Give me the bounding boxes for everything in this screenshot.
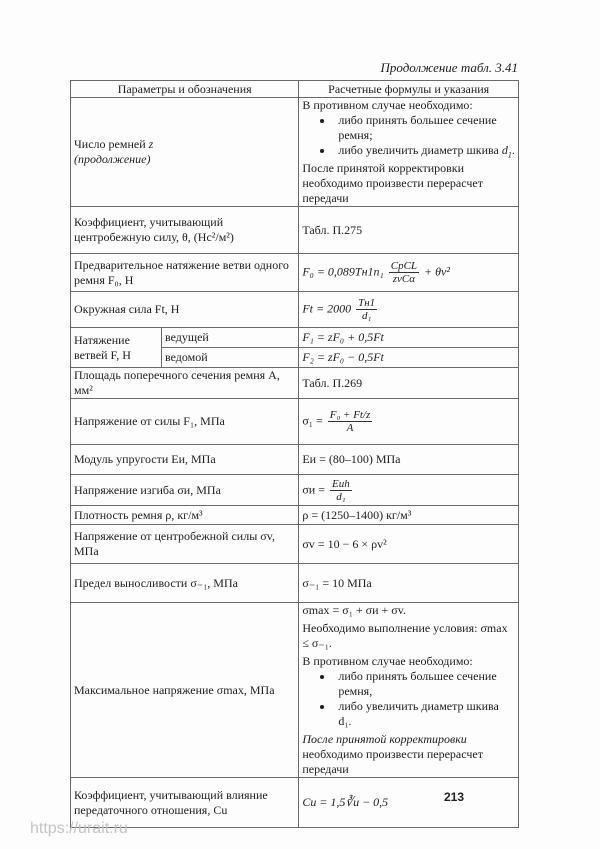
table-row xyxy=(71,368,519,399)
tension-lead-label: ведущей xyxy=(162,328,299,348)
row-value-centrifugal: σv = 10 − 6 × ρv² xyxy=(299,525,519,564)
row-label-density: Плотность ремня ρ, кг/м³ xyxy=(71,506,299,525)
row-label-tension: Натяжение ветвей F, Н xyxy=(71,328,162,368)
table-row xyxy=(71,328,519,348)
table-row xyxy=(71,506,519,525)
row-value-sigma1: σ₁ = $\frac{\text{F₀ + Ft/z}}{A}$ xyxy=(299,399,519,445)
table-row xyxy=(71,399,519,445)
bullet-item: • либо увеличить диаметр шкива $d_1$. xyxy=(334,143,515,158)
row-label-modulus: Модуль упругости Eи, МПа xyxy=(71,445,299,475)
bullet-item: • либо принять большее сечение ремня, xyxy=(334,669,515,699)
header-params: Параметры и обозначения xyxy=(71,81,299,98)
table-row xyxy=(71,445,519,475)
table-row xyxy=(71,98,519,207)
table-row xyxy=(71,564,519,603)
row-label-max: Максимальное напряжение σmax, МПа xyxy=(71,603,299,778)
table-row xyxy=(71,603,519,778)
row-value-modulus: Eи = (80–100) МПа xyxy=(299,445,519,475)
row-value-endurance: σ₋₁ = 10 МПа xyxy=(299,564,519,603)
row-label-endurance: Предел выносливости σ₋₁, МПа xyxy=(71,564,299,603)
tension-driven-formula: F₂ = zF₀ − 0,5Ft xyxy=(299,348,519,368)
row-value-bend: σи = $\frac{\text{Eиh}}{\text{d₁}}$ xyxy=(299,475,519,506)
row-label-sigma1: Напряжение от силы F₁, МПа xyxy=(71,399,299,445)
tension-driven-label: ведомой xyxy=(162,348,299,368)
table-row xyxy=(71,475,519,506)
bullet-item: • либо увеличить диаметр шкива d₁. xyxy=(334,699,515,729)
row-label-centrifugal: Напряжение от центробежной силы σv, МПа xyxy=(71,525,299,564)
row-label-theta: Коэффициент, учитывающий центробежную силу, θ, (Нс²/м²) xyxy=(71,207,299,254)
row-label-area: Площадь поперечного сечения ремня A, мм² xyxy=(71,368,299,399)
row-value-max: σmax = σ₁ + σи + σv. Необходимо выполнение условия: σmax ≤ σ₋₁. В противном случае необходимо: • либо принять большее сечение ремня, • либо увеличить диаметр шкива d₁. После принятой корректировки необходимо произвести перерасчет передачи xyxy=(299,603,519,778)
parameters-table xyxy=(70,80,519,828)
bullet-item: • либо принять большее сечение ремня; xyxy=(334,113,515,143)
row-value-area: Табл. П.269 xyxy=(299,368,519,399)
row-value-density: ρ = (1250–1400) кг/м³ xyxy=(299,506,519,525)
row-value-cu: Cu = 1,5∛u − 0,5 xyxy=(299,778,519,828)
table-caption: Продолжение табл. 3.41 xyxy=(380,60,518,75)
page-number: 213 xyxy=(444,790,465,804)
row-label-pretension: Предварительное натяжение ветви одного ремня F₀, Н xyxy=(71,254,299,292)
row-label-circ: Окружная сила Ft, Н xyxy=(71,292,299,328)
row-value-belts: В противном случае необходимо: • либо принять большее сечение ремня; • либо увеличить диаметр шкива $d_1$. После принятой корректировки необходимо произвести перерасчет передачи xyxy=(299,98,519,207)
row-value-theta: Табл. П.275 xyxy=(299,207,519,254)
row-value-pretension: F₀ = 0,089Tн1n₁ $\frac{\text{CрCL}}{\text{zvCα}}$ + θv² xyxy=(299,254,519,292)
row-label-bend: Напряжение изгиба σи, МПа xyxy=(71,475,299,506)
table-header-row xyxy=(71,81,519,98)
tension-lead-formula: F₁ = zF₀ + 0,5Ft xyxy=(299,328,519,348)
table-row xyxy=(71,525,519,564)
header-formulas: Расчетные формулы и указания xyxy=(299,81,519,98)
row-value-circ: Ft = 2000 $\frac{Tн1}{\text{d₁}}$ xyxy=(299,292,519,328)
table-row xyxy=(71,292,519,328)
watermark-url: https://urait.ru xyxy=(30,820,128,837)
table-row xyxy=(71,254,519,292)
row-label-belts: Число ремней z (продолжение) xyxy=(71,98,299,207)
row-label-cu: Коэффициент, учитывающий влияние передаточного отношения, Cu xyxy=(71,778,299,828)
table-row xyxy=(71,207,519,254)
